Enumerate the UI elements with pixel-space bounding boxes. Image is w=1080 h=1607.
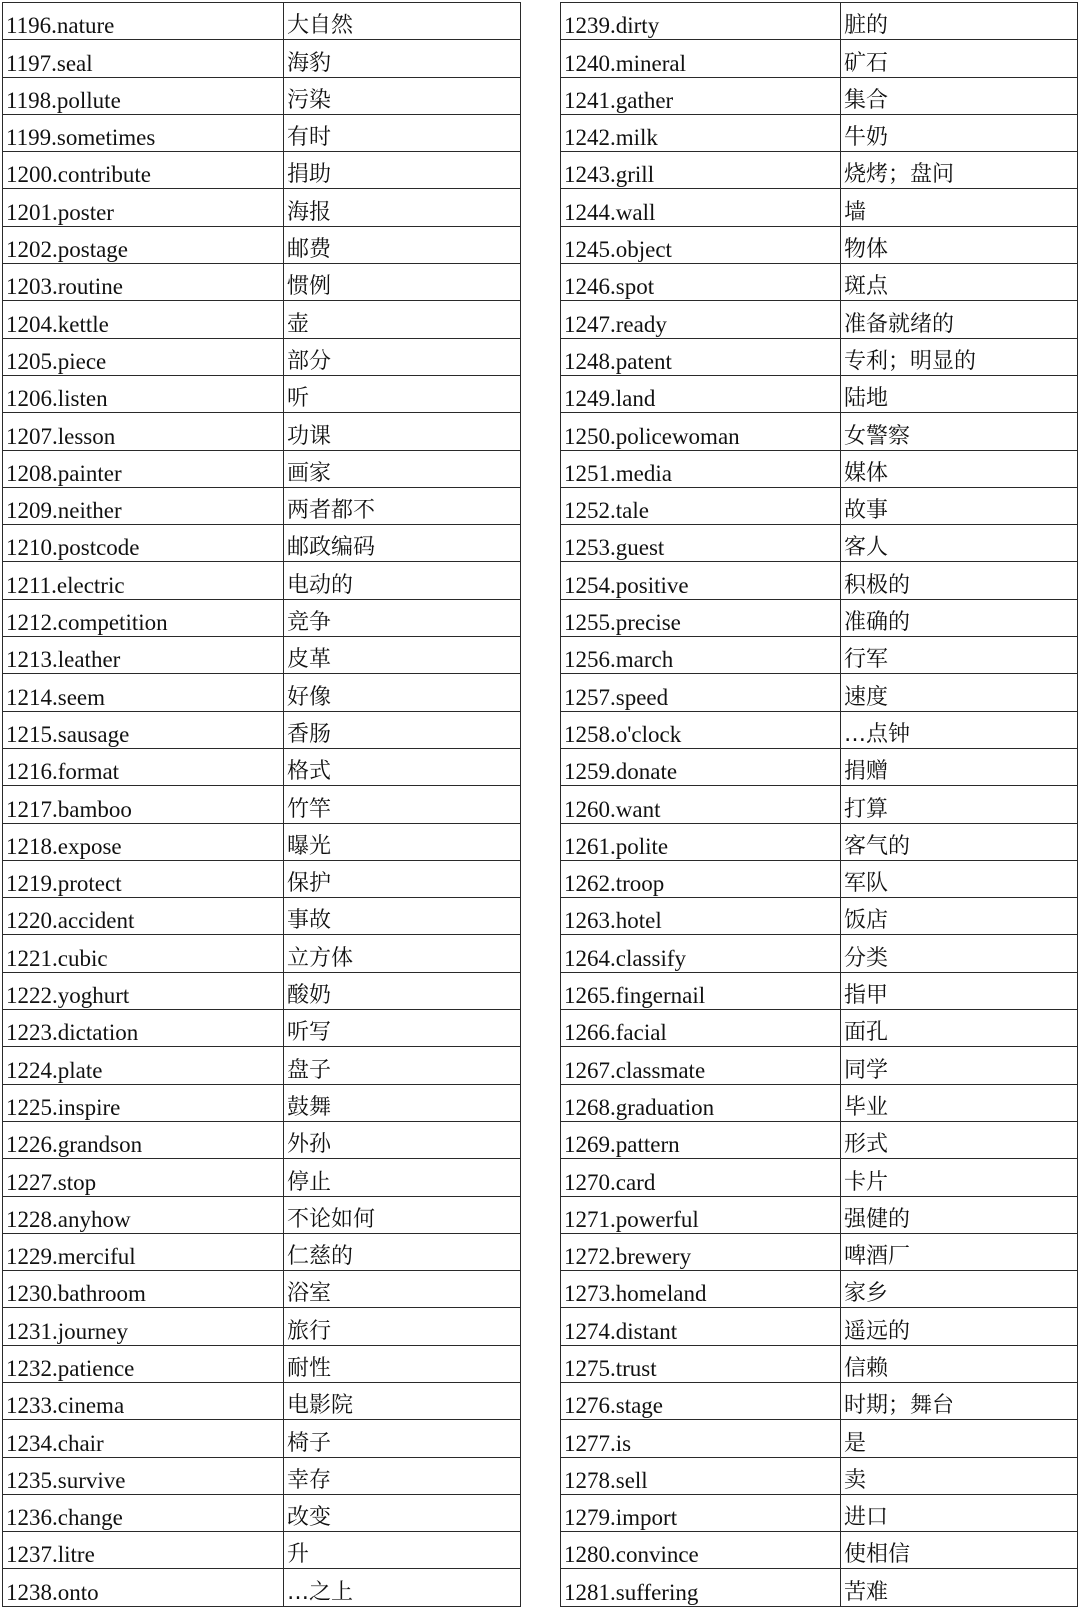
vocab-meaning-cell: 分类	[841, 935, 1078, 972]
vocab-row	[3, 301, 521, 338]
vocab-meaning-cell: 物体	[841, 226, 1078, 263]
vocab-word-cell: 1240.mineral	[561, 40, 841, 77]
vocab-meaning-cell: 椅子	[284, 1420, 521, 1457]
vocab-word-cell: 1222.yoghurt	[3, 972, 284, 1009]
vocab-word-cell: 1242.milk	[561, 114, 841, 151]
vocab-word-cell: 1260.want	[561, 786, 841, 823]
vocab-row	[3, 972, 521, 1009]
vocab-word-cell: 1200.contribute	[3, 152, 284, 189]
vocab-row	[3, 77, 521, 114]
vocab-row	[3, 487, 521, 524]
vocab-meaning-cell: 指甲	[841, 972, 1078, 1009]
vocab-meaning-cell: 壶	[284, 301, 521, 338]
vocab-word-cell: 1270.card	[561, 1159, 841, 1196]
vocab-row	[3, 413, 521, 450]
vocab-meaning-cell: 女警察	[841, 413, 1078, 450]
vocab-word-cell: 1248.patent	[561, 338, 841, 375]
vocab-word-cell: 1216.format	[3, 748, 284, 785]
vocab-row	[3, 152, 521, 189]
vocab-word-cell: 1208.painter	[3, 450, 284, 487]
vocab-meaning-cell: 集合	[841, 77, 1078, 114]
vocab-meaning-cell: 军队	[841, 860, 1078, 897]
vocab-row	[3, 375, 521, 412]
vocab-row	[561, 525, 1078, 562]
vocab-row	[3, 1457, 521, 1494]
vocab-word-cell: 1250.policewoman	[561, 413, 841, 450]
vocab-word-cell: 1209.neither	[3, 487, 284, 524]
vocab-word-cell: 1205.piece	[3, 338, 284, 375]
vocab-row	[561, 935, 1078, 972]
vocab-row	[3, 748, 521, 785]
vocab-word-cell: 1228.anyhow	[3, 1196, 284, 1233]
vocab-word-cell: 1262.troop	[561, 860, 841, 897]
vocab-meaning-cell: 使相信	[841, 1532, 1078, 1569]
vocab-word-cell: 1225.inspire	[3, 1084, 284, 1121]
vocab-row	[561, 599, 1078, 636]
vocab-meaning-cell: 故事	[841, 487, 1078, 524]
vocab-row	[561, 1382, 1078, 1419]
vocab-word-cell: 1258.o'clock	[561, 711, 841, 748]
vocab-meaning-cell: 功课	[284, 413, 521, 450]
vocab-row	[561, 1010, 1078, 1047]
vocab-word-cell: 1241.gather	[561, 77, 841, 114]
vocab-word-cell: 1275.trust	[561, 1345, 841, 1382]
vocab-word-cell: 1254.positive	[561, 562, 841, 599]
vocab-word-cell: 1226.grandson	[3, 1121, 284, 1158]
vocab-word-cell: 1238.onto	[3, 1569, 284, 1606]
vocab-meaning-cell: 积极的	[841, 562, 1078, 599]
vocab-word-cell: 1220.accident	[3, 898, 284, 935]
vocab-word-cell: 1252.tale	[561, 487, 841, 524]
vocab-meaning-cell: 邮费	[284, 226, 521, 263]
vocab-word-cell: 1207.lesson	[3, 413, 284, 450]
vocab-word-cell: 1243.grill	[561, 152, 841, 189]
vocab-meaning-cell: …之上	[284, 1569, 521, 1606]
vocab-meaning-cell: 幸存	[284, 1457, 521, 1494]
vocab-word-cell: 1219.protect	[3, 860, 284, 897]
vocab-row	[3, 1233, 521, 1270]
vocab-word-cell: 1231.journey	[3, 1308, 284, 1345]
vocab-word-cell: 1227.stop	[3, 1159, 284, 1196]
vocab-word-cell: 1249.land	[561, 375, 841, 412]
vocab-word-cell: 1211.electric	[3, 562, 284, 599]
vocab-row	[3, 1345, 521, 1382]
vocab-meaning-cell: 饭店	[841, 898, 1078, 935]
vocab-row	[3, 1420, 521, 1457]
vocab-row	[3, 40, 521, 77]
vocab-word-cell: 1217.bamboo	[3, 786, 284, 823]
vocab-meaning-cell: 客气的	[841, 823, 1078, 860]
vocab-meaning-cell: 专利；明显的	[841, 338, 1078, 375]
vocab-meaning-cell: 形式	[841, 1121, 1078, 1158]
vocab-row	[561, 1047, 1078, 1084]
vocab-meaning-cell: 两者都不	[284, 487, 521, 524]
vocab-meaning-cell: 海豹	[284, 40, 521, 77]
vocab-table-right	[560, 2, 1078, 1607]
vocab-row	[3, 637, 521, 674]
vocab-row	[3, 1196, 521, 1233]
vocab-word-cell: 1233.cinema	[3, 1382, 284, 1419]
vocab-meaning-cell: 墙	[841, 189, 1078, 226]
vocab-row	[3, 1047, 521, 1084]
vocab-meaning-cell: 斑点	[841, 264, 1078, 301]
vocab-row	[561, 152, 1078, 189]
vocab-row	[561, 823, 1078, 860]
vocab-row	[3, 860, 521, 897]
vocab-meaning-cell: 盘子	[284, 1047, 521, 1084]
vocab-meaning-cell: 家乡	[841, 1271, 1078, 1308]
vocab-word-cell: 1278.sell	[561, 1457, 841, 1494]
vocab-word-cell: 1230.bathroom	[3, 1271, 284, 1308]
vocab-meaning-cell: 好像	[284, 674, 521, 711]
vocab-word-cell: 1214.seem	[3, 674, 284, 711]
vocab-meaning-cell: 惯例	[284, 264, 521, 301]
vocab-row	[561, 1457, 1078, 1494]
vocab-word-cell: 1269.pattern	[561, 1121, 841, 1158]
vocab-word-cell: 1223.dictation	[3, 1010, 284, 1047]
vocab-meaning-cell: 保护	[284, 860, 521, 897]
vocab-word-cell: 1196.nature	[3, 3, 284, 40]
vocab-row	[561, 860, 1078, 897]
vocab-word-cell: 1246.spot	[561, 264, 841, 301]
vocab-row	[561, 1569, 1078, 1606]
vocab-row	[3, 1121, 521, 1158]
vocab-meaning-cell: 同学	[841, 1047, 1078, 1084]
vocab-row	[561, 413, 1078, 450]
vocab-word-cell: 1212.competition	[3, 599, 284, 636]
vocab-meaning-cell: 升	[284, 1532, 521, 1569]
vocab-word-cell: 1247.ready	[561, 301, 841, 338]
vocab-word-cell: 1229.merciful	[3, 1233, 284, 1270]
vocab-row	[3, 226, 521, 263]
vocab-table-right-body	[561, 3, 1078, 1607]
vocab-meaning-cell: 电动的	[284, 562, 521, 599]
vocab-meaning-cell: 打算	[841, 786, 1078, 823]
vocab-word-cell: 1272.brewery	[561, 1233, 841, 1270]
vocab-row	[561, 1159, 1078, 1196]
vocab-meaning-cell: 进口	[841, 1494, 1078, 1531]
vocab-row	[561, 487, 1078, 524]
vocab-word-cell: 1280.convince	[561, 1532, 841, 1569]
vocab-word-cell: 1268.graduation	[561, 1084, 841, 1121]
vocab-table-left	[2, 2, 521, 1607]
vocab-row	[3, 1494, 521, 1531]
vocab-meaning-cell: 外孙	[284, 1121, 521, 1158]
vocab-word-cell: 1265.fingernail	[561, 972, 841, 1009]
vocab-meaning-cell: 电影院	[284, 1382, 521, 1419]
vocab-meaning-cell: 苦难	[841, 1569, 1078, 1606]
vocab-row	[561, 1233, 1078, 1270]
vocab-meaning-cell: 浴室	[284, 1271, 521, 1308]
vocab-word-cell: 1206.listen	[3, 375, 284, 412]
vocab-row	[3, 114, 521, 151]
vocab-meaning-cell: 陆地	[841, 375, 1078, 412]
vocab-word-cell: 1251.media	[561, 450, 841, 487]
vocab-row	[561, 1532, 1078, 1569]
vocab-meaning-cell: 耐性	[284, 1345, 521, 1382]
vocab-meaning-cell: …点钟	[841, 711, 1078, 748]
vocab-meaning-cell: 鼓舞	[284, 1084, 521, 1121]
vocab-word-cell: 1276.stage	[561, 1382, 841, 1419]
vocab-row	[561, 226, 1078, 263]
vocab-row	[3, 338, 521, 375]
vocab-word-cell: 1256.march	[561, 637, 841, 674]
vocab-word-cell: 1215.sausage	[3, 711, 284, 748]
vocab-row	[561, 1308, 1078, 1345]
vocab-word-cell: 1197.seal	[3, 40, 284, 77]
vocab-row	[561, 972, 1078, 1009]
vocab-word-cell: 1234.chair	[3, 1420, 284, 1457]
vocab-row	[561, 77, 1078, 114]
vocab-row	[3, 1382, 521, 1419]
vocab-word-cell: 1221.cubic	[3, 935, 284, 972]
vocab-word-cell: 1235.survive	[3, 1457, 284, 1494]
vocab-word-cell: 1245.object	[561, 226, 841, 263]
vocab-row	[3, 823, 521, 860]
vocab-word-cell: 1266.facial	[561, 1010, 841, 1047]
vocab-meaning-cell: 大自然	[284, 3, 521, 40]
vocab-row	[561, 637, 1078, 674]
vocab-word-cell: 1259.donate	[561, 748, 841, 785]
vocab-meaning-cell: 停止	[284, 1159, 521, 1196]
vocab-row	[3, 525, 521, 562]
vocab-meaning-cell: 污染	[284, 77, 521, 114]
vocab-meaning-cell: 客人	[841, 525, 1078, 562]
vocab-word-cell: 1218.expose	[3, 823, 284, 860]
vocab-meaning-cell: 立方体	[284, 935, 521, 972]
vocab-word-cell: 1271.powerful	[561, 1196, 841, 1233]
vocab-word-cell: 1202.postage	[3, 226, 284, 263]
vocab-meaning-cell: 是	[841, 1420, 1078, 1457]
vocab-row	[3, 562, 521, 599]
vocab-row	[561, 375, 1078, 412]
vocab-row	[561, 1121, 1078, 1158]
vocab-row	[561, 1196, 1078, 1233]
vocab-meaning-cell: 海报	[284, 189, 521, 226]
vocab-meaning-cell: 格式	[284, 748, 521, 785]
vocab-word-cell: 1267.classmate	[561, 1047, 841, 1084]
vocab-row	[3, 898, 521, 935]
vocab-word-cell: 1244.wall	[561, 189, 841, 226]
vocab-word-cell: 1203.routine	[3, 264, 284, 301]
vocab-word-cell: 1198.pollute	[3, 77, 284, 114]
vocab-meaning-cell: 卡片	[841, 1159, 1078, 1196]
vocab-row	[561, 786, 1078, 823]
vocab-meaning-cell: 旅行	[284, 1308, 521, 1345]
vocab-table-left-body	[3, 3, 521, 1607]
vocab-meaning-cell: 准确的	[841, 599, 1078, 636]
vocab-meaning-cell: 脏的	[841, 3, 1078, 40]
vocab-meaning-cell: 有时	[284, 114, 521, 151]
vocab-word-cell: 1253.guest	[561, 525, 841, 562]
vocab-word-cell: 1213.leather	[3, 637, 284, 674]
vocab-word-cell: 1274.distant	[561, 1308, 841, 1345]
vocab-meaning-cell: 听	[284, 375, 521, 412]
vocab-word-cell: 1264.classify	[561, 935, 841, 972]
vocab-meaning-cell: 面孔	[841, 1010, 1078, 1047]
vocab-meaning-cell: 曝光	[284, 823, 521, 860]
vocab-word-cell: 1224.plate	[3, 1047, 284, 1084]
vocab-meaning-cell: 画家	[284, 450, 521, 487]
vocab-word-cell: 1281.suffering	[561, 1569, 841, 1606]
vocab-meaning-cell: 竹竿	[284, 786, 521, 823]
vocab-row	[3, 674, 521, 711]
vocab-row	[3, 1308, 521, 1345]
vocab-row	[561, 898, 1078, 935]
vocab-row	[561, 189, 1078, 226]
vocab-row	[561, 1494, 1078, 1531]
vocab-meaning-cell: 矿石	[841, 40, 1078, 77]
vocab-row	[3, 1569, 521, 1606]
vocab-row	[3, 935, 521, 972]
vocab-row	[561, 711, 1078, 748]
vocab-word-cell: 1236.change	[3, 1494, 284, 1531]
vocab-row	[561, 562, 1078, 599]
vocab-word-cell: 1277.is	[561, 1420, 841, 1457]
vocab-row	[3, 3, 521, 40]
vocab-meaning-cell: 准备就绪的	[841, 301, 1078, 338]
vocab-row	[561, 3, 1078, 40]
vocab-meaning-cell: 皮革	[284, 637, 521, 674]
vocab-row	[561, 40, 1078, 77]
vocab-meaning-cell: 速度	[841, 674, 1078, 711]
vocab-word-cell: 1263.hotel	[561, 898, 841, 935]
vocab-meaning-cell: 部分	[284, 338, 521, 375]
vocab-row	[561, 264, 1078, 301]
vocab-meaning-cell: 行军	[841, 637, 1078, 674]
vocab-row	[3, 1532, 521, 1569]
vocab-meaning-cell: 强健的	[841, 1196, 1078, 1233]
vocab-meaning-cell: 时期；舞台	[841, 1382, 1078, 1419]
vocab-word-cell: 1201.poster	[3, 189, 284, 226]
vocab-meaning-cell: 改变	[284, 1494, 521, 1531]
vocab-row	[3, 1159, 521, 1196]
vocab-word-cell: 1237.litre	[3, 1532, 284, 1569]
vocab-row	[561, 674, 1078, 711]
vocab-meaning-cell: 遥远的	[841, 1308, 1078, 1345]
vocab-meaning-cell: 竞争	[284, 599, 521, 636]
vocab-meaning-cell: 烧烤；盘问	[841, 152, 1078, 189]
vocab-meaning-cell: 啤酒厂	[841, 1233, 1078, 1270]
vocab-word-cell: 1199.sometimes	[3, 114, 284, 151]
vocab-meaning-cell: 卖	[841, 1457, 1078, 1494]
vocab-row	[3, 1010, 521, 1047]
vocab-row	[3, 1084, 521, 1121]
vocab-row	[3, 599, 521, 636]
vocab-row	[561, 1345, 1078, 1382]
vocab-word-cell: 1261.polite	[561, 823, 841, 860]
vocab-row	[561, 114, 1078, 151]
vocab-row	[561, 301, 1078, 338]
vocab-word-cell: 1204.kettle	[3, 301, 284, 338]
vocab-row	[3, 1271, 521, 1308]
vocab-word-cell: 1232.patience	[3, 1345, 284, 1382]
vocab-meaning-cell: 信赖	[841, 1345, 1078, 1382]
vocab-row	[3, 786, 521, 823]
vocab-meaning-cell: 牛奶	[841, 114, 1078, 151]
vocab-row	[561, 450, 1078, 487]
vocab-row	[561, 1084, 1078, 1121]
vocab-meaning-cell: 事故	[284, 898, 521, 935]
vocab-meaning-cell: 毕业	[841, 1084, 1078, 1121]
vocab-meaning-cell: 酸奶	[284, 972, 521, 1009]
vocab-row	[3, 264, 521, 301]
vocab-row	[561, 1271, 1078, 1308]
vocab-word-cell: 1255.precise	[561, 599, 841, 636]
vocab-word-cell: 1273.homeland	[561, 1271, 841, 1308]
vocab-word-cell: 1257.speed	[561, 674, 841, 711]
vocab-meaning-cell: 邮政编码	[284, 525, 521, 562]
vocab-row	[561, 338, 1078, 375]
vocab-row	[561, 748, 1078, 785]
vocab-meaning-cell: 仁慈的	[284, 1233, 521, 1270]
vocab-meaning-cell: 捐赠	[841, 748, 1078, 785]
vocab-word-cell: 1210.postcode	[3, 525, 284, 562]
vocab-meaning-cell: 媒体	[841, 450, 1078, 487]
vocab-row	[3, 450, 521, 487]
vocab-meaning-cell: 捐助	[284, 152, 521, 189]
vocab-row	[3, 711, 521, 748]
vocab-meaning-cell: 听写	[284, 1010, 521, 1047]
vocab-word-cell: 1239.dirty	[561, 3, 841, 40]
vocab-word-cell: 1279.import	[561, 1494, 841, 1531]
vocab-row	[561, 1420, 1078, 1457]
vocab-row	[3, 189, 521, 226]
vocab-meaning-cell: 香肠	[284, 711, 521, 748]
vocab-meaning-cell: 不论如何	[284, 1196, 521, 1233]
